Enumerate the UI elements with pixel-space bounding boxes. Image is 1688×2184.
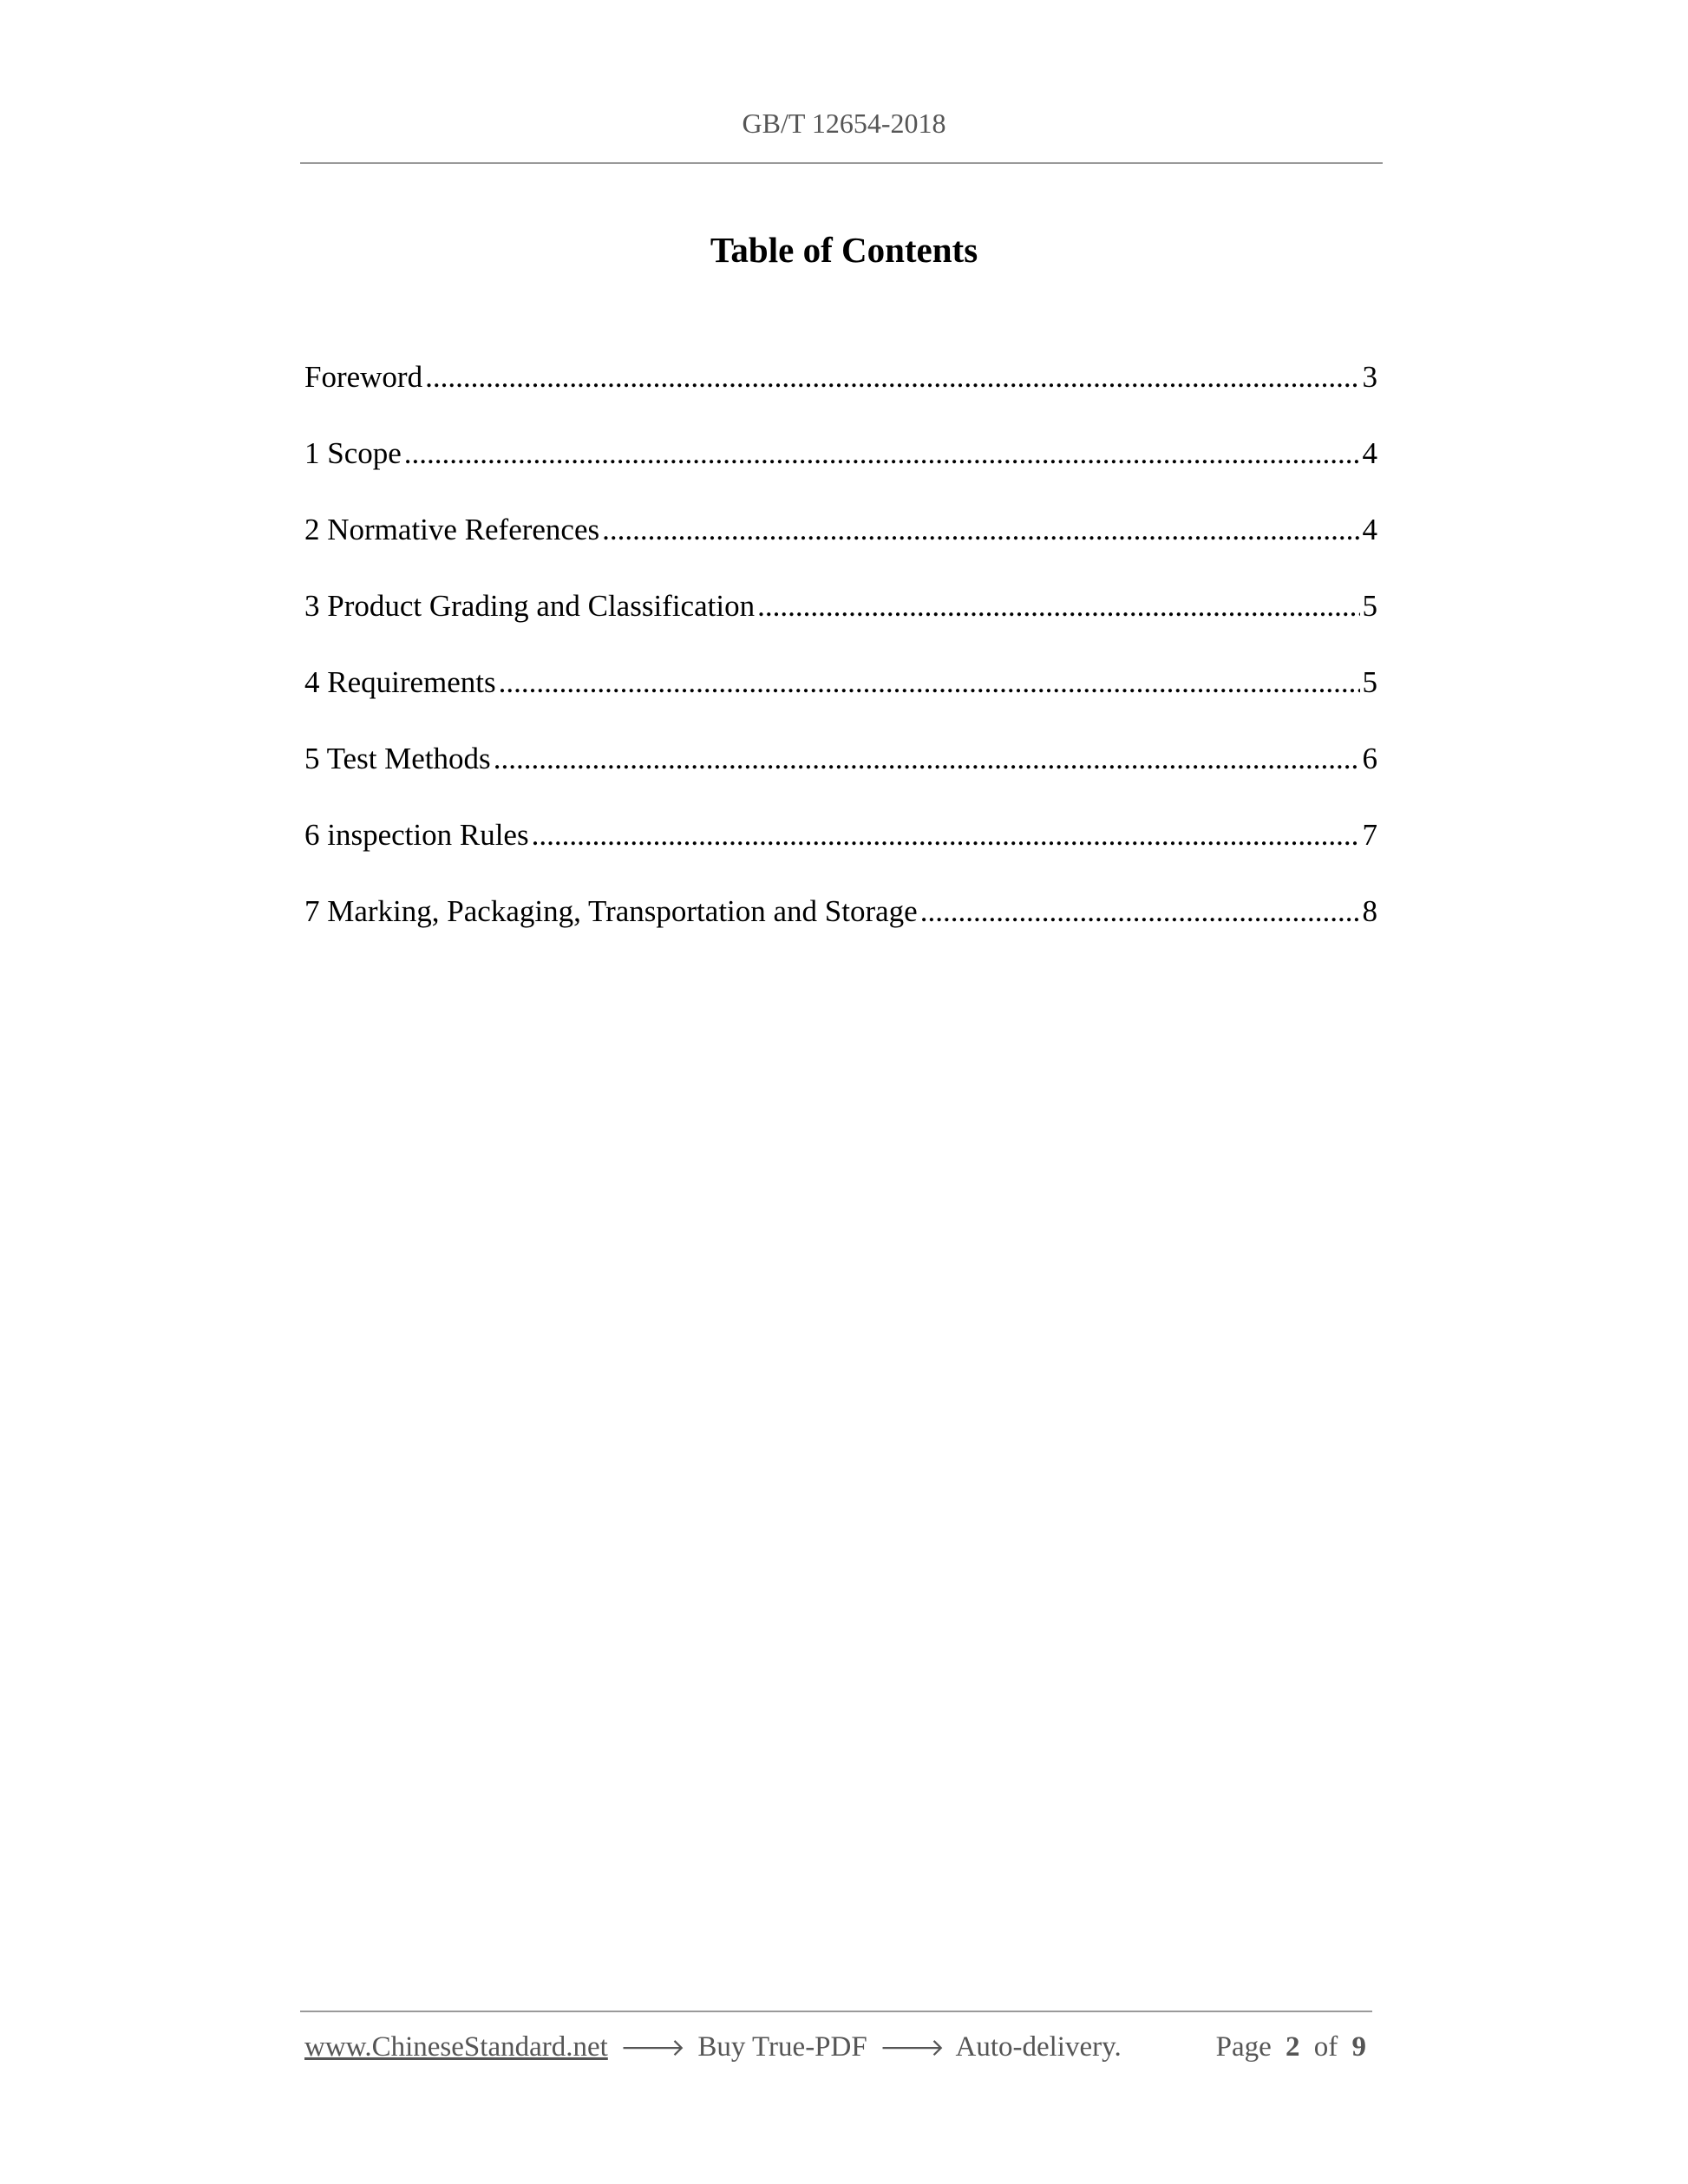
toc-entry-page: 6 (1362, 742, 1377, 775)
footer-purchase-line (304, 2031, 1122, 2063)
toc-entry-label: 7 Marking, Packaging, Transportation and Storage (304, 894, 918, 928)
toc-entry-label: 5 Test Methods (304, 742, 491, 775)
chinesestandard-link[interactable]: www.ChineseStandard.net (304, 2031, 608, 2063)
toc-dot-leader (602, 507, 1359, 553)
arrow-right-icon: 🡒 (620, 2033, 686, 2062)
toc-entry-requirements[interactable] (304, 659, 1377, 736)
toc-dot-leader (494, 736, 1360, 782)
toc-entry-page: 7 (1362, 818, 1377, 852)
toc-entry-normative-references[interactable] (304, 507, 1377, 583)
toc-entry-page: 5 (1362, 665, 1377, 699)
toc-entry-scope[interactable] (304, 430, 1377, 507)
toc-entry-label: 6 inspection Rules (304, 818, 529, 852)
header-divider (300, 162, 1383, 164)
toc-dot-leader (532, 812, 1360, 859)
table-of-contents (304, 354, 1377, 964)
document-header-id: GB/T 12654-2018 (742, 108, 946, 139)
page-number-indicator (1213, 2031, 1370, 2063)
total-pages-number: 9 (1351, 2031, 1366, 2063)
toc-entry-label: 2 Normative References (304, 513, 600, 546)
toc-entry-foreword[interactable] (304, 354, 1377, 430)
toc-entry-label: 4 Requirements (304, 665, 496, 699)
toc-entry-inspection-rules[interactable] (304, 812, 1377, 888)
footer-step-delivery: Auto-delivery. (955, 2031, 1122, 2063)
toc-entry-page: 4 (1362, 436, 1377, 470)
toc-entry-page: 8 (1362, 894, 1377, 928)
toc-entry-marking-packaging[interactable] (304, 888, 1377, 964)
toc-dot-leader (425, 354, 1359, 401)
toc-entry-product-grading[interactable] (304, 583, 1377, 659)
toc-dot-leader (920, 888, 1360, 935)
toc-entry-label: 1 Scope (304, 436, 402, 470)
toc-title: Table of Contents (710, 230, 978, 270)
toc-entry-page: 5 (1362, 589, 1377, 623)
toc-entry-label: 3 Product Grading and Classification (304, 589, 756, 623)
toc-dot-leader (499, 659, 1360, 706)
toc-entry-page: 4 (1362, 513, 1377, 546)
footer-step-buy: Buy True-PDF (697, 2031, 867, 2063)
of-word: of (1313, 2031, 1338, 2063)
toc-entry-page: 3 (1362, 360, 1377, 394)
footer-divider (300, 2011, 1372, 2012)
arrow-right-icon: 🡒 (879, 2033, 945, 2062)
toc-entry-test-methods[interactable] (304, 736, 1377, 812)
toc-entry-label: Foreword (304, 360, 423, 394)
page-footer (304, 2031, 1370, 2063)
current-page-number: 2 (1286, 2031, 1300, 2063)
toc-dot-leader (404, 430, 1360, 477)
toc-dot-leader (757, 583, 1359, 630)
page-word: Page (1215, 2031, 1272, 2063)
